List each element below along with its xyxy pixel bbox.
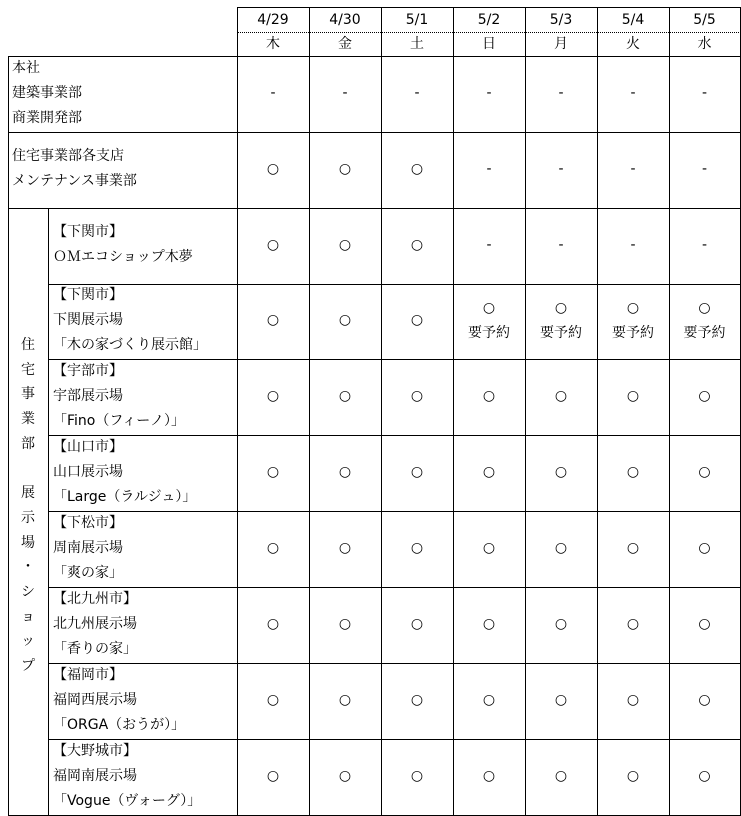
weekday-header-2: 土 xyxy=(410,36,424,52)
status-cell: ○ xyxy=(266,160,280,177)
row-border xyxy=(48,663,741,664)
status-cell: - xyxy=(558,160,564,177)
status-cell: ○ xyxy=(482,463,496,480)
row-label-line: 「木の家づくり展示館」 xyxy=(53,337,207,353)
group-label-char: プ xyxy=(21,658,35,675)
row-label-line: 【下松市】 xyxy=(53,514,123,531)
group-label-char xyxy=(18,457,38,482)
status-cell: ○ xyxy=(554,299,568,316)
status-cell: ○ xyxy=(698,539,711,556)
status-cell: ○ xyxy=(698,691,711,708)
status-cell: ○ xyxy=(626,463,640,480)
row-label-line: 【山口市】 xyxy=(53,438,123,455)
row-label-line: 【宇部市】 xyxy=(53,362,123,379)
row-label-line: メンテナンス事業部 xyxy=(12,173,137,189)
status-cell: ○ xyxy=(410,160,424,177)
date-header-1: 4/30 xyxy=(329,12,361,28)
row-label-line: 「Large（ラルジュ）」 xyxy=(53,488,197,505)
status-cell: ○ xyxy=(626,615,640,632)
table-left-border xyxy=(8,56,9,816)
weekday-header-3: 日 xyxy=(482,36,496,52)
status-cell: ○ xyxy=(338,236,352,253)
group-label-char: 部 xyxy=(21,435,35,452)
status-cell: ○ xyxy=(554,615,568,632)
status-cell: ○ xyxy=(698,299,711,316)
group-label-char: 示 xyxy=(21,509,35,526)
status-cell: ○ xyxy=(482,387,496,404)
status-cell: ○ xyxy=(554,387,568,404)
row-label-line: 周南展示場 xyxy=(53,539,123,556)
status-cell: ○ xyxy=(626,387,640,404)
status-cell: - xyxy=(558,236,564,253)
row-label-line: 宇部展示場 xyxy=(53,387,123,404)
weekday-header-4: 月 xyxy=(554,36,568,52)
group-label-char: 事 xyxy=(21,386,35,403)
row-label-line: 【下関市】 xyxy=(53,224,123,240)
row-label-line: 【下関市】 xyxy=(53,287,123,303)
status-cell: ○ xyxy=(482,615,496,632)
status-cell: 要予約 xyxy=(468,324,510,341)
status-cell: - xyxy=(558,84,564,101)
row-label-line: 「Vogue（ヴォーグ）」 xyxy=(53,792,202,809)
status-cell: ○ xyxy=(626,539,640,556)
status-cell: ○ xyxy=(338,539,352,556)
status-cell: ○ xyxy=(338,615,352,632)
status-cell: ○ xyxy=(410,615,424,632)
status-cell: ○ xyxy=(410,767,424,784)
row-label-line: 山口展示場 xyxy=(53,463,123,480)
status-cell: ○ xyxy=(698,463,711,480)
status-cell: ○ xyxy=(266,236,280,253)
status-cell: - xyxy=(701,236,708,253)
status-cell: ○ xyxy=(698,387,711,404)
status-cell: ○ xyxy=(554,767,568,784)
group-label-char: シ xyxy=(21,584,35,601)
status-cell: ○ xyxy=(554,463,568,480)
row-label-line: 北九州展示場 xyxy=(53,615,137,632)
date-header-2: 5/1 xyxy=(405,12,429,28)
weekday-header-5: 火 xyxy=(626,36,640,52)
status-cell: ○ xyxy=(410,463,424,480)
row-label-line: 住宅事業部各支店 xyxy=(12,148,124,164)
status-cell: ○ xyxy=(266,312,280,328)
status-cell: - xyxy=(486,160,492,177)
status-cell: ○ xyxy=(410,236,424,253)
status-cell: ○ xyxy=(482,691,496,708)
row-border xyxy=(48,511,741,512)
status-cell: - xyxy=(630,160,636,177)
status-cell: ○ xyxy=(554,539,568,556)
status-cell: ○ xyxy=(482,299,496,316)
row-label-line: 建築事業部 xyxy=(12,84,82,101)
date-header-0: 4/29 xyxy=(257,12,289,28)
status-cell: ○ xyxy=(482,767,496,784)
status-cell: ○ xyxy=(338,691,352,708)
status-cell: ○ xyxy=(266,767,280,784)
date-header-5: 5/4 xyxy=(621,12,645,28)
row-border xyxy=(8,208,741,209)
weekday-header-0: 木 xyxy=(266,36,280,52)
group-label-char: 場 xyxy=(21,534,35,551)
row-label-line: 「香りの家」 xyxy=(53,640,137,657)
row-border xyxy=(48,739,741,740)
row-label-line: 【大野城市】 xyxy=(53,742,137,759)
row-label-line: 「ORGA（おうが）」 xyxy=(53,716,186,733)
row-label-line: 商業開発部 xyxy=(12,109,82,126)
status-cell: ○ xyxy=(266,539,280,556)
row-label-line: 福岡西展示場 xyxy=(53,691,137,708)
row-label-line: 下関展示場 xyxy=(53,312,123,328)
status-cell: - xyxy=(630,236,636,253)
date-header-4: 5/3 xyxy=(549,12,573,28)
status-cell: ○ xyxy=(410,691,424,708)
status-cell: ○ xyxy=(266,387,280,404)
date-header-6: 5/5 xyxy=(693,12,716,28)
row-border xyxy=(48,435,741,436)
status-cell: - xyxy=(342,84,348,101)
status-cell: ○ xyxy=(626,767,640,784)
status-cell: ○ xyxy=(338,312,352,328)
status-cell: 要予約 xyxy=(612,324,654,341)
status-cell: ○ xyxy=(626,299,640,316)
group-label-char: ッ xyxy=(21,633,35,650)
group-label-char: 業 xyxy=(21,411,35,428)
row-border xyxy=(48,284,741,285)
row-border xyxy=(48,359,741,360)
status-cell: - xyxy=(701,160,708,177)
status-cell: ○ xyxy=(410,539,424,556)
group-label-char: 住 xyxy=(21,337,35,353)
status-cell: ○ xyxy=(698,615,711,632)
status-cell: ○ xyxy=(410,387,424,404)
group-label-char: ・ xyxy=(21,559,35,576)
status-cell: ○ xyxy=(626,691,640,708)
date-header-3: 5/2 xyxy=(477,12,501,28)
status-cell: ○ xyxy=(338,160,352,177)
row-border xyxy=(8,132,741,133)
row-label-line: 「Fino（フィーノ）」 xyxy=(53,412,185,429)
status-cell: - xyxy=(270,84,276,101)
status-cell: - xyxy=(486,236,492,253)
row-label-line: 「爽の家」 xyxy=(53,564,123,581)
status-cell: ○ xyxy=(698,767,711,784)
group-label-char: 展 xyxy=(21,485,35,502)
group-label-char: ョ xyxy=(21,608,35,625)
row-label-line: ＯＭエコショップ木夢 xyxy=(53,249,193,265)
status-cell: ○ xyxy=(338,463,352,480)
status-cell: ○ xyxy=(266,691,280,708)
row-label-line: 本社 xyxy=(12,59,40,76)
status-cell: ○ xyxy=(410,312,424,328)
status-cell: ○ xyxy=(266,615,280,632)
status-cell: ○ xyxy=(338,767,352,784)
status-cell: ○ xyxy=(266,463,280,480)
status-cell: ○ xyxy=(482,539,496,556)
weekday-header-6: 水 xyxy=(697,36,712,52)
status-cell: - xyxy=(701,84,708,101)
status-cell: 要予約 xyxy=(683,324,726,341)
status-cell: 要予約 xyxy=(540,324,582,341)
status-cell: ○ xyxy=(554,691,568,708)
row-label-line: 【福岡市】 xyxy=(53,666,123,683)
status-cell: - xyxy=(630,84,636,101)
status-cell: - xyxy=(486,84,492,101)
status-cell: - xyxy=(414,84,420,101)
status-cell: ○ xyxy=(338,387,352,404)
weekday-header-1: 金 xyxy=(338,36,352,52)
group-label-char: 宅 xyxy=(21,361,35,378)
row-label-line: 福岡南展示場 xyxy=(53,767,137,784)
row-border xyxy=(48,587,741,588)
group-label-vertical xyxy=(18,333,38,679)
row-label-line: 【北九州市】 xyxy=(53,590,137,607)
